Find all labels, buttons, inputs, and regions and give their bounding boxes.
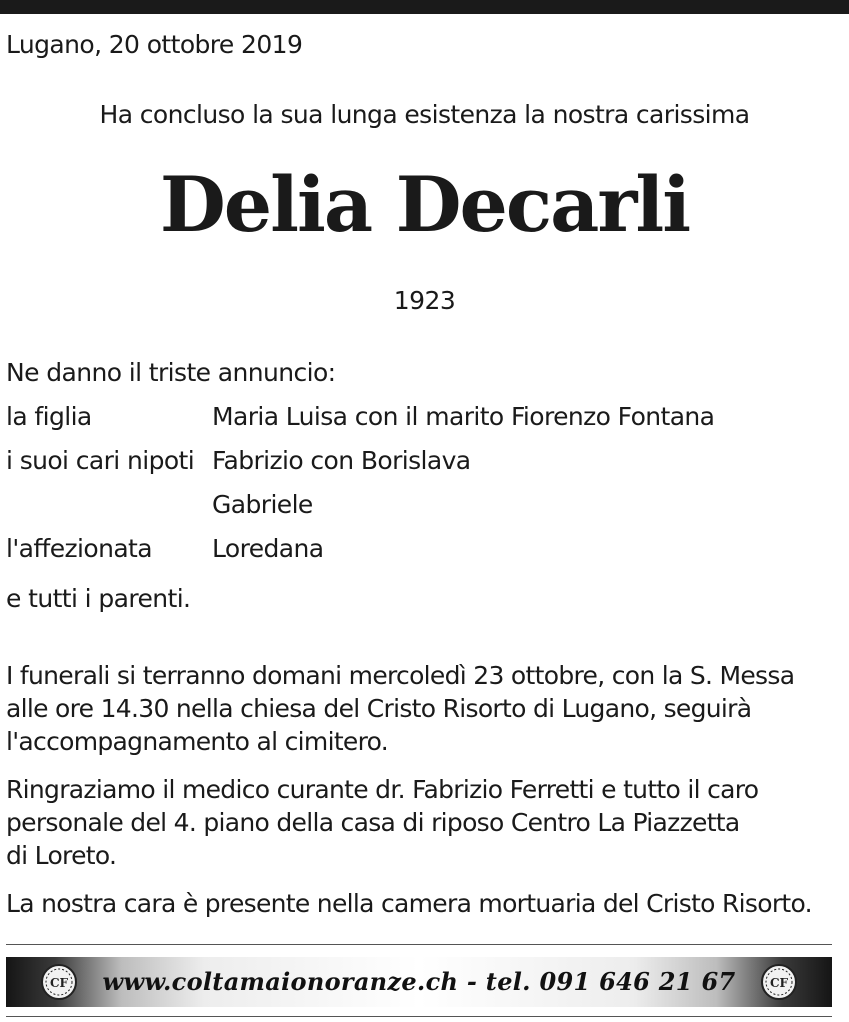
footer-banner xyxy=(6,957,832,1007)
funeral-paragraph xyxy=(6,659,836,758)
relative-names: Loredana xyxy=(212,534,324,563)
relatives-list xyxy=(6,402,826,578)
paragraph-line: personale del 4. piano della casa di riposo Centro La Piazzetta xyxy=(6,808,740,837)
paragraph-line: alle ore 14.30 nella chiesa del Cristo Risorto di Lugano, seguirà xyxy=(6,694,752,723)
intro-line: Ha concluso la sua lunga esistenza la nostra carissima xyxy=(99,100,750,129)
relative-row xyxy=(6,534,826,578)
birth-year: 1923 xyxy=(393,286,456,315)
closing-line: e tutti i parenti. xyxy=(6,584,191,613)
paragraph-line: Ringraziamo il medico curante dr. Fabrizio Ferretti e tutto il caro xyxy=(6,775,759,804)
divider-top xyxy=(6,944,832,945)
paragraph-line: La nostra cara è presente nella camera mortuaria del Cristo Risorto. xyxy=(6,889,812,918)
top-bar xyxy=(0,0,849,14)
relative-names: Fabrizio con Borislava xyxy=(212,446,471,475)
relative-role: i suoi cari nipoti xyxy=(6,446,195,475)
relative-names: Maria Luisa con il marito Fiorenzo Fontana xyxy=(212,402,715,431)
place-date: Lugano, 20 ottobre 2019 xyxy=(6,30,303,59)
viewing-paragraph xyxy=(6,887,836,920)
relative-row xyxy=(6,402,826,446)
paragraph-line: I funerali si terranno domani mercoledì 23 ottobre, con la S. Messa xyxy=(6,661,795,690)
svg-text:CF: CF xyxy=(49,976,69,990)
divider-bottom xyxy=(6,1016,832,1017)
relative-row xyxy=(6,446,826,490)
paragraph-line: l'accompagnamento al cimitero. xyxy=(6,727,389,756)
funeral-home-logo-icon xyxy=(760,963,798,1001)
relative-row xyxy=(6,490,826,534)
svg-text:CF: CF xyxy=(769,976,789,990)
announce-heading: Ne danno il triste annuncio: xyxy=(6,358,336,387)
relative-role: l'affezionata xyxy=(6,534,152,563)
deceased-name: Delia Decarli xyxy=(159,160,690,249)
thanks-paragraph xyxy=(6,773,836,872)
relative-role: la figlia xyxy=(6,402,92,431)
footer-contact: www.coltamaionoranze.ch - tel. 091 646 21 67 xyxy=(102,967,736,996)
paragraph-line: di Loreto. xyxy=(6,841,117,870)
relative-names: Gabriele xyxy=(212,490,313,519)
